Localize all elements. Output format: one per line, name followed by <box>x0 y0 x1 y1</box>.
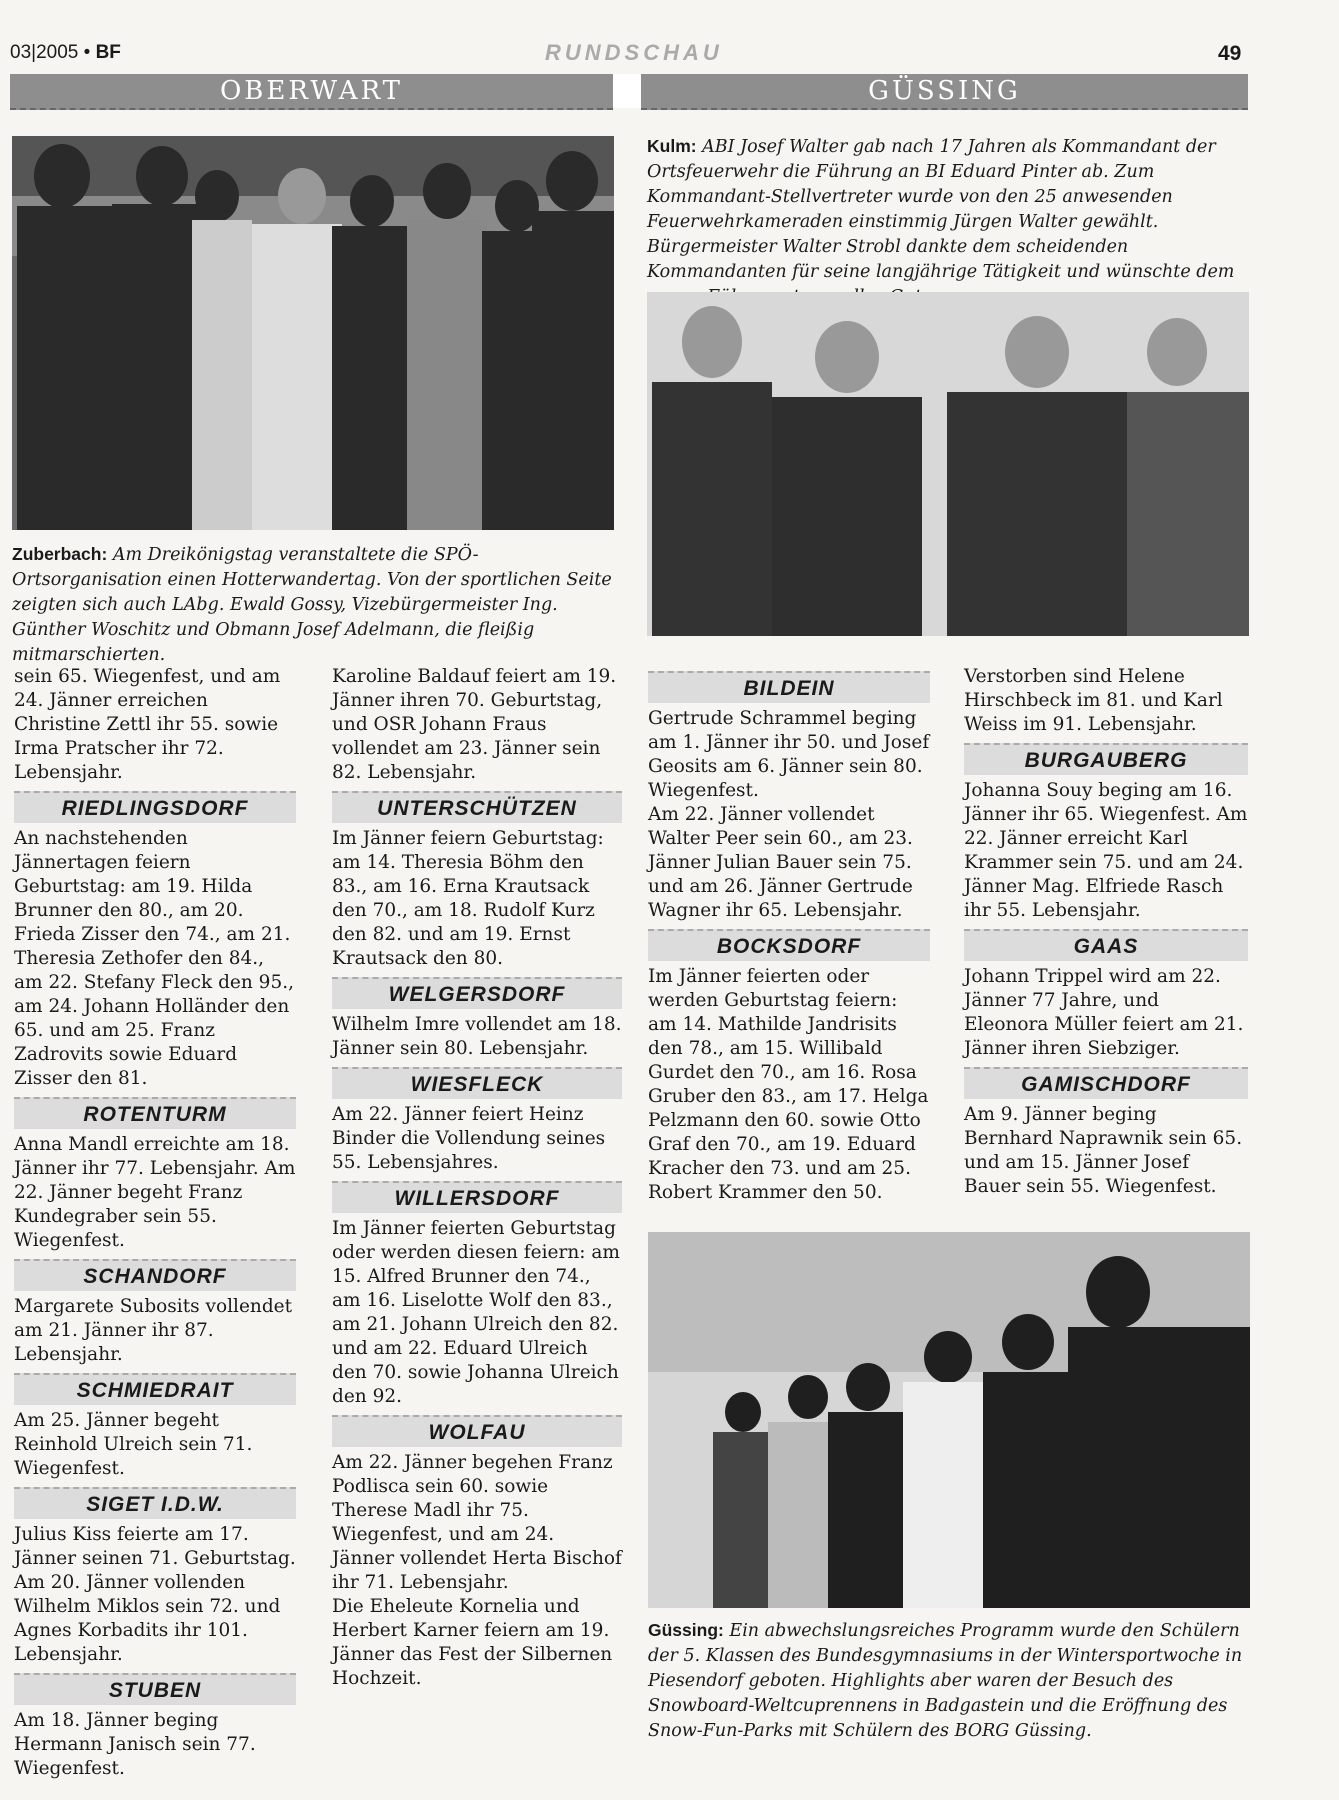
article-text: Johanna Souy beging am 16. Jänner ihr 65. Wiegenfest. Am 22. Jänner erreicht Karl Krammer sein 75. und am 24. Jänner Mag. Elfriede Rasch ihr 55. Lebensjahr. <box>964 780 1248 921</box>
column-1 <box>14 665 296 1781</box>
section-title: RUNDSCHAU <box>545 40 723 65</box>
issue-number: 03|2005 <box>10 42 79 63</box>
separator-bullet: • <box>83 42 91 63</box>
article-text: Im Jänner feiern Geburtstag: am 14. Theresia Böhm den 83., am 16. Erna Krautsack den 70., am 18. Rudolf Kurz den 82. und am 19. Ernst Krautsack den 80. <box>332 828 604 969</box>
region-banner-left: OBERWART <box>10 74 613 110</box>
article-text: Anna Mandl erreichte am 18. Jänner ihr 77. Lebensjahr. Am 22. Jänner begeht Franz Kundegraber sein 55. Wiegenfest. <box>14 1134 296 1251</box>
heading-wolfau: WOLFAU <box>332 1415 622 1447</box>
caption-text: Ein abwechslungsreiches Programm wurde den Schülern der 5. Klassen des Bundesgymnasiums in der Wintersportwoche in Piesendorf geboten. Highlights aber waren der Besuch des Snowboard-Weltcuprennens in Badgastein und die Eröffnung des Snow-Fun-Parks mit Schülern des BORG Güssing. <box>648 1621 1243 1741</box>
heading-siget: SIGET I.D.W. <box>14 1487 296 1519</box>
heading-willersdorf: WILLERSDORF <box>332 1181 622 1213</box>
caption-guessing <box>648 1618 1250 1744</box>
photo-zuberbach-hikers <box>12 136 614 530</box>
caption-text: Am Dreikönigstag veranstaltete die SPÖ-Ortsorganisation einen Hotterwandertag. Von der sportlichen Seite zeigten sich auch LAbg. Ewald Gossy, Vizebürgermeister Ing. Günther Woschitz und Obmann Josef Adelmann, die fleißig mitmarschierten. <box>12 545 612 665</box>
article-text: Am 9. Jänner beging Bernhard Naprawnik sein 65. und am 15. Jänner Josef Bauer sein 55. Wiegenfest. <box>964 1104 1243 1197</box>
article-text: Gertrude Schrammel beging am 1. Jänner ihr 50. und Josef Geosits am 6. Jänner sein 80. Wiegenfest. <box>648 708 930 801</box>
heading-burgauberg: BURGAUBERG <box>964 743 1248 775</box>
heading-gaas: GAAS <box>964 929 1248 961</box>
caption-place: Kulm: <box>647 136 697 156</box>
heading-schandorf: SCHANDORF <box>14 1259 296 1291</box>
heading-schmiedrait: SCHMIEDRAIT <box>14 1373 296 1405</box>
article-text: Die Eheleute Kornelia und Herbert Karner feiern am 19. Jänner das Fest der Silbernen Hochzeit. <box>332 1596 613 1689</box>
heading-bildein: BILDEIN <box>648 671 930 703</box>
heading-rotenturm: ROTENTURM <box>14 1097 296 1129</box>
article-text: Margarete Subosits vollendet am 21. Jänner ihr 87. Lebensjahr. <box>14 1296 293 1365</box>
article-text: Am 25. Jänner begeht Reinhold Ulreich sein 71. Wiegenfest. <box>14 1410 253 1479</box>
heading-wiesfleck: WIESFLECK <box>332 1067 622 1099</box>
caption-kulm <box>647 134 1247 310</box>
region-divider <box>613 74 641 108</box>
caption-place: Güssing: <box>648 1620 724 1640</box>
caption-place: Zuberbach: <box>12 544 108 564</box>
article-text: Am 22. Jänner vollendet Walter Peer sein 60., am 23. Jänner Julian Bauer sein 75. und am 26. Jänner Gertrude Wagner ihr 65. Lebensjahr. <box>648 804 913 921</box>
heading-unterschuetzen: UNTERSCHÜTZEN <box>332 791 622 823</box>
photo-guessing-skiers <box>648 1232 1250 1608</box>
heading-gamischdorf: GAMISCHDORF <box>964 1067 1248 1099</box>
article-text: Julius Kiss feierte am 17. Jänner seinen 71. Geburtstag. Am 20. Jänner vollenden Wilhelm Miklos sein 72. und Agnes Korbadits ihr 101. Lebensjahr. <box>14 1524 296 1665</box>
article-text: Am 22. Jänner begehen Franz Podlisca sein 60. sowie Therese Madl ihr 75. Wiegenfest, und am 24. Jänner vollendet Herta Bischof ihr 71. Lebensjahr. <box>332 1452 622 1593</box>
region-banner-right: GÜSSING <box>641 74 1248 110</box>
article-text: sein 65. Wiegenfest, und am 24. Jänner erreichen Christine Zettl ihr 55. sowie Irma Pratscher ihr 72. Lebensjahr. <box>14 666 281 783</box>
article-text: Im Jänner feierten oder werden Geburtstag feiern: am 14. Mathilde Jandrisits den 78., am 15. Willibald Gurdet den 70., am 16. Rosa Gruber den 83., am 17. Helga Pelzmann den 60. sowie Otto Graf den 70., am 19. Eduard Kracher den 73. und am 25. Robert Krammer den 50. <box>648 966 929 1203</box>
photo-kulm-firefighters <box>647 292 1249 636</box>
caption-text: ABI Josef Walter gab nach 17 Jahren als Kommandant der Ortsfeuerwehr die Führung an BI Eduard Pinter ab. Zum Kommandant-Stellvertreter wurde von den 25 anwesenden Feuerwehrkameraden einstimmig Jürgen Walter gewählt. Bürgermeister Walter Strobl dankte dem scheidenden Kommandanten für seine langjährige Tätigkeit und wünschte dem <box>647 137 1235 282</box>
caption-zuberbach <box>12 542 622 668</box>
article-text: Wilhelm Imre vollendet am 18. Jänner sein 80. Lebensjahr. <box>332 1014 622 1059</box>
paper-name: BF <box>95 42 121 63</box>
heading-bocksdorf: BOCKSDORF <box>648 929 930 961</box>
page-number: 49 <box>1218 42 1242 65</box>
article-text: Am 18. Jänner beging Hermann Janisch sein 77. Wiegenfest. <box>14 1710 256 1779</box>
article-text: Karoline Baldauf feiert am 19. Jänner ihren 70. Geburtstag, und OSR Johann Fraus vollendet am 23. Jänner sein 82. Lebensjahr. <box>332 666 617 783</box>
article-text: An nachstehenden Jännertagen feiern Geburtstag: am 19. Hilda Brunner den 80., am 20. Frieda Zisser den 74., am 21. Theresia Zethofer den 84., am 22. Stefany Fleck den 95., am 24. Johann Holländer den 65. und am 25. Franz Zadrovits sowie Eduard Zisser den 81. <box>14 828 294 1089</box>
column-3 <box>648 665 930 1205</box>
article-text: Am 22. Jänner feiert Heinz Binder die Vollendung seines 55. Lebensjahres. <box>332 1104 606 1173</box>
heading-stuben: STUBEN <box>14 1673 296 1705</box>
article-text: Im Jänner feierten Geburtstag oder werden diesen feiern: am 15. Alfred Brunner den 74., am 16. Liselotte Wolf den 83., am 21. Johann Ulreich den 82. und am 22. Eduard Ulreich den 70. sowie Johanna Ulreich den 92. <box>332 1218 620 1407</box>
issue-date <box>10 42 121 64</box>
column-4 <box>964 665 1248 1199</box>
heading-welgersdorf: WELGERSDORF <box>332 977 622 1009</box>
column-2 <box>332 665 622 1691</box>
article-text: Johann Trippel wird am 22. Jänner 77 Jahre, und Eleonora Müller feiert am 21. Jänner ihren Siebziger. <box>964 966 1244 1059</box>
heading-riedlingsdorf: RIEDLINGSDORF <box>14 791 296 823</box>
article-text: Verstorben sind Helene Hirschbeck im 81. und Karl Weiss im 91. Lebensjahr. <box>964 666 1223 735</box>
